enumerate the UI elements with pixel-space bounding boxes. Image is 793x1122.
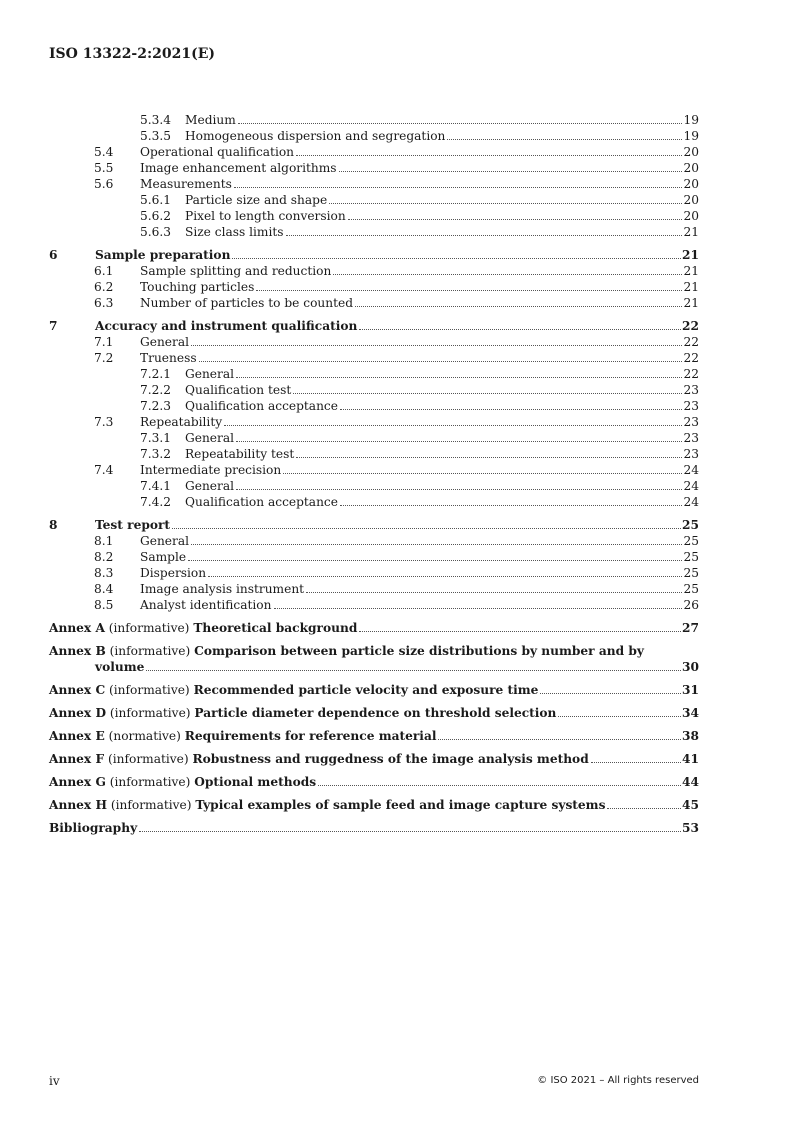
toc-entry[interactable] — [49, 208, 699, 224]
annex-type: (informative) — [109, 644, 191, 658]
annex-title: Requirements for reference material — [184, 729, 437, 743]
toc-annex-entry[interactable] — [49, 774, 699, 790]
annex-title: Comparison between particle size distributions by number and by — [194, 644, 644, 658]
toc-entry-title: Number of particles to be counted — [140, 296, 354, 310]
toc-entry-number: 5.6 — [94, 177, 114, 191]
toc-entry-title: Homogeneous dispersion and segregation — [185, 129, 446, 143]
annex-type: (normative) — [108, 729, 181, 743]
toc-entry[interactable] — [49, 430, 699, 446]
toc-entry-number: 5.3.4 — [140, 113, 172, 127]
toc-entry-page: 23 — [683, 383, 699, 397]
annex-label: Annex H — [49, 798, 107, 812]
annex-label: Annex B — [49, 644, 106, 658]
toc-entry-page: 21 — [683, 225, 699, 239]
toc-entry-page: 20 — [683, 209, 699, 223]
toc-entry-number: 7.3.1 — [140, 431, 172, 445]
toc-entry-page: 22 — [682, 319, 699, 333]
toc-entry-title: Medium — [185, 113, 236, 127]
annex-type: (informative) — [109, 706, 191, 720]
toc-entry[interactable] — [49, 446, 699, 462]
leader-dots — [340, 409, 683, 410]
toc-entry-number: 6.3 — [94, 296, 114, 310]
toc-entry-page: 24 — [683, 463, 699, 477]
leader-dots — [329, 203, 682, 204]
toc-entry[interactable] — [49, 224, 699, 240]
toc-entry[interactable] — [49, 494, 699, 510]
toc-entry[interactable] — [49, 366, 699, 382]
leader-dots — [359, 631, 681, 632]
leader-dots — [232, 258, 681, 259]
toc-entry-title: Sample splitting and reduction — [140, 264, 332, 278]
toc-entry[interactable] — [49, 478, 699, 494]
table-of-contents — [49, 112, 699, 836]
toc-annex-entry[interactable] — [49, 705, 699, 721]
footer-copyright: © ISO 2021 – All rights reserved — [537, 1075, 699, 1086]
toc-entry-number: 6 — [49, 248, 58, 262]
leader-dots — [359, 329, 681, 330]
annex-title: Typical examples of sample feed and image capture systems — [195, 798, 606, 812]
annex-page: 45 — [682, 798, 699, 812]
toc-annex-entry[interactable] — [49, 728, 699, 744]
toc-entry-title: Intermediate precision — [140, 463, 282, 477]
leader-dots — [188, 560, 682, 561]
document-id: ISO 13322-2:2021(E) — [49, 46, 216, 62]
annex-label: Annex A — [49, 621, 105, 635]
toc-entry-number: 7.3.2 — [140, 447, 172, 461]
annex-type: (informative) — [108, 621, 190, 635]
toc-entry-page: 22 — [683, 351, 699, 365]
toc-entry-title: Repeatability test — [185, 447, 295, 461]
toc-entry-title: Touching particles — [140, 280, 255, 294]
toc-entry-number: 5.6.1 — [140, 193, 172, 207]
annex-page: 31 — [682, 683, 699, 697]
toc-entry-title: General — [140, 335, 189, 349]
toc-entry[interactable] — [49, 549, 699, 565]
toc-entry-title: Qualification acceptance — [185, 399, 338, 413]
toc-entry[interactable] — [49, 176, 699, 192]
leader-dots — [591, 762, 681, 763]
toc-entry-page: 21 — [683, 264, 699, 278]
leader-dots — [139, 831, 681, 832]
annex-title: Robustness and ruggedness of the image analysis method — [192, 752, 589, 766]
toc-entry-number: 7 — [49, 319, 58, 333]
annex-title: Theoretical background — [193, 621, 358, 635]
leader-dots — [318, 785, 681, 786]
toc-entry-title: Image enhancement algorithms — [140, 161, 337, 175]
annex-label: Annex C — [49, 683, 106, 697]
toc-entry[interactable] — [49, 128, 699, 144]
annex-label: Annex E — [49, 729, 105, 743]
toc-entry-number: 8.1 — [94, 534, 114, 548]
leader-dots — [172, 528, 681, 529]
toc-entry-number: 7.3 — [94, 415, 114, 429]
annex-page: 30 — [682, 660, 699, 674]
toc-entry[interactable] — [49, 581, 699, 597]
toc-entry-page: 22 — [683, 367, 699, 381]
toc-entry[interactable] — [49, 318, 699, 334]
toc-entry-page: 24 — [683, 495, 699, 509]
toc-entry-title: General — [140, 534, 189, 548]
toc-entry[interactable] — [49, 295, 699, 311]
toc-entry-title: Size class limits — [185, 225, 284, 239]
leader-dots — [438, 739, 681, 740]
toc-entry-title: Trueness — [140, 351, 197, 365]
toc-entry-title: Operational qualification — [140, 145, 295, 159]
toc-entry-page: 25 — [683, 550, 699, 564]
toc-entry-number: 5.6.3 — [140, 225, 172, 239]
toc-entry[interactable] — [49, 462, 699, 478]
toc-entry[interactable] — [49, 192, 699, 208]
leader-dots — [296, 457, 682, 458]
toc-entry[interactable] — [49, 533, 699, 549]
toc-entry[interactable] — [49, 565, 699, 581]
toc-entry[interactable] — [49, 334, 699, 350]
toc-entry[interactable] — [49, 144, 699, 160]
toc-annex-entry[interactable] — [49, 797, 699, 813]
toc-entry-title: Qualification acceptance — [185, 495, 338, 509]
toc-entry-page: 23 — [683, 431, 699, 445]
toc-entry-page: 24 — [683, 479, 699, 493]
toc-entry[interactable] — [49, 112, 699, 128]
toc-entry[interactable] — [49, 517, 699, 533]
toc-entry-number: 6.2 — [94, 280, 114, 294]
leader-dots — [339, 171, 683, 172]
toc-entry-title: Pixel to length conversion — [185, 209, 346, 223]
annex-page: 41 — [682, 752, 699, 766]
toc-entry-title: Test report — [95, 518, 171, 532]
toc-entry-page: 25 — [682, 518, 699, 532]
toc-entry-page: 21 — [683, 296, 699, 310]
toc-entry-title: Sample — [140, 550, 187, 564]
annex-type: (informative) — [109, 683, 190, 697]
annex-type: (informative) — [109, 775, 191, 789]
toc-entry-number: 8.5 — [94, 598, 114, 612]
leader-dots — [340, 505, 683, 506]
toc-annex-entry[interactable] — [49, 620, 699, 636]
toc-entry-number: 8 — [49, 518, 58, 532]
toc-entry-page: 23 — [683, 399, 699, 413]
toc-entry-page: 25 — [683, 534, 699, 548]
leader-dots — [540, 693, 681, 694]
toc-annex-entries — [49, 620, 699, 813]
toc-entry-number: 6.1 — [94, 264, 114, 278]
bibliography-page: 53 — [682, 821, 699, 835]
toc-entry-page: 20 — [683, 161, 699, 175]
leader-dots — [146, 670, 681, 671]
annex-type: (informative) — [110, 798, 192, 812]
toc-entry-page: 19 — [683, 113, 699, 127]
toc-entry-number: 8.2 — [94, 550, 114, 564]
toc-entry-number: 7.1 — [94, 335, 114, 349]
toc-entry-number: 8.3 — [94, 566, 114, 580]
toc-entry-title: Particle size and shape — [185, 193, 328, 207]
leader-dots — [296, 155, 682, 156]
toc-entry-page: 20 — [683, 177, 699, 191]
toc-entry[interactable] — [49, 263, 699, 279]
leader-dots — [333, 274, 682, 275]
leader-dots — [274, 608, 683, 609]
toc-entry-number: 5.6.2 — [140, 209, 172, 223]
toc-annex-entry[interactable] — [49, 682, 699, 698]
toc-entry-number: 7.4 — [94, 463, 114, 477]
toc-entry-number: 5.4 — [94, 145, 114, 159]
toc-entry-title: Image analysis instrument — [140, 582, 305, 596]
toc-entry[interactable] — [49, 398, 699, 414]
toc-entry-title: Dispersion — [140, 566, 207, 580]
toc-entry[interactable] — [49, 350, 699, 366]
leader-dots — [293, 393, 682, 394]
toc-entry[interactable] — [49, 597, 699, 613]
annex-title: Optional methods — [194, 775, 317, 789]
toc-entry-number: 7.2.3 — [140, 399, 172, 413]
annex-title: Particle diameter dependence on threshold selection — [194, 706, 557, 720]
toc-entry-title: General — [185, 367, 234, 381]
toc-entry-page: 22 — [683, 335, 699, 349]
annex-type: (informative) — [107, 752, 189, 766]
toc-entry-page: 20 — [683, 193, 699, 207]
bibliography-title: Bibliography — [49, 821, 138, 835]
toc-entry-number: 7.2.2 — [140, 383, 172, 397]
toc-entry-title: General — [185, 479, 234, 493]
leader-dots — [283, 473, 682, 474]
leader-dots — [306, 592, 682, 593]
toc-entry-page: 23 — [683, 415, 699, 429]
toc-entry-number: 5.5 — [94, 161, 114, 175]
toc-entry-page: 23 — [683, 447, 699, 461]
toc-entry-title: General — [185, 431, 234, 445]
footer-page-number: iv — [49, 1074, 60, 1088]
leader-dots — [191, 345, 682, 346]
toc-entry[interactable] — [49, 160, 699, 176]
toc-entry-title: Measurements — [140, 177, 232, 191]
annex-title: Recommended particle velocity and exposure time — [193, 683, 539, 697]
leader-dots — [199, 361, 683, 362]
toc-entry-number: 7.2.1 — [140, 367, 172, 381]
leader-dots — [236, 489, 682, 490]
toc-entry-title: Repeatability — [140, 415, 223, 429]
leader-dots — [558, 716, 681, 717]
annex-label: Annex F — [49, 752, 105, 766]
toc-entry-page: 26 — [683, 598, 699, 612]
toc-entry[interactable] — [49, 247, 699, 263]
annex-page: 27 — [682, 621, 699, 635]
toc-section-entries — [49, 112, 699, 613]
toc-entry-number: 8.4 — [94, 582, 114, 596]
leader-dots — [234, 187, 683, 188]
toc-entry-page: 25 — [683, 582, 699, 596]
annex-title-continued: volume — [95, 660, 145, 674]
leader-dots — [224, 425, 682, 426]
toc-entry-number: 5.3.5 — [140, 129, 172, 143]
leader-dots — [191, 544, 682, 545]
leader-dots — [236, 377, 682, 378]
toc-entry-title: Accuracy and instrument qualification — [95, 319, 358, 333]
toc-entry-page: 25 — [683, 566, 699, 580]
toc-entry-page: 21 — [683, 280, 699, 294]
toc-entry-title: Sample preparation — [95, 248, 231, 262]
toc-entry[interactable] — [49, 382, 699, 398]
toc-entry-page: 19 — [683, 129, 699, 143]
toc-entry-number: 7.2 — [94, 351, 114, 365]
annex-page: 44 — [682, 775, 699, 789]
annex-page: 34 — [682, 706, 699, 720]
leader-dots — [607, 808, 681, 809]
leader-dots — [348, 219, 683, 220]
toc-annex-entry[interactable] — [49, 751, 699, 767]
annex-label: Annex D — [49, 706, 107, 720]
toc-annex-entry[interactable] — [49, 643, 699, 675]
annex-page: 38 — [682, 729, 699, 743]
leader-dots — [256, 290, 682, 291]
toc-entry-number: 7.4.2 — [140, 495, 172, 509]
leader-dots — [208, 576, 682, 577]
leader-dots — [355, 306, 682, 307]
toc-entry-page: 21 — [682, 248, 699, 262]
toc-bibliography[interactable] — [49, 820, 699, 836]
annex-label: Annex G — [49, 775, 106, 789]
toc-entry-number: 7.4.1 — [140, 479, 172, 493]
toc-entry[interactable] — [49, 414, 699, 430]
toc-entry[interactable] — [49, 279, 699, 295]
leader-dots — [236, 441, 682, 442]
toc-entry-title: Qualification test — [185, 383, 292, 397]
toc-entry-title: Analyst identification — [140, 598, 272, 612]
leader-dots — [286, 235, 683, 236]
toc-entry-page: 20 — [683, 145, 699, 159]
leader-dots — [447, 139, 682, 140]
leader-dots — [238, 123, 683, 124]
